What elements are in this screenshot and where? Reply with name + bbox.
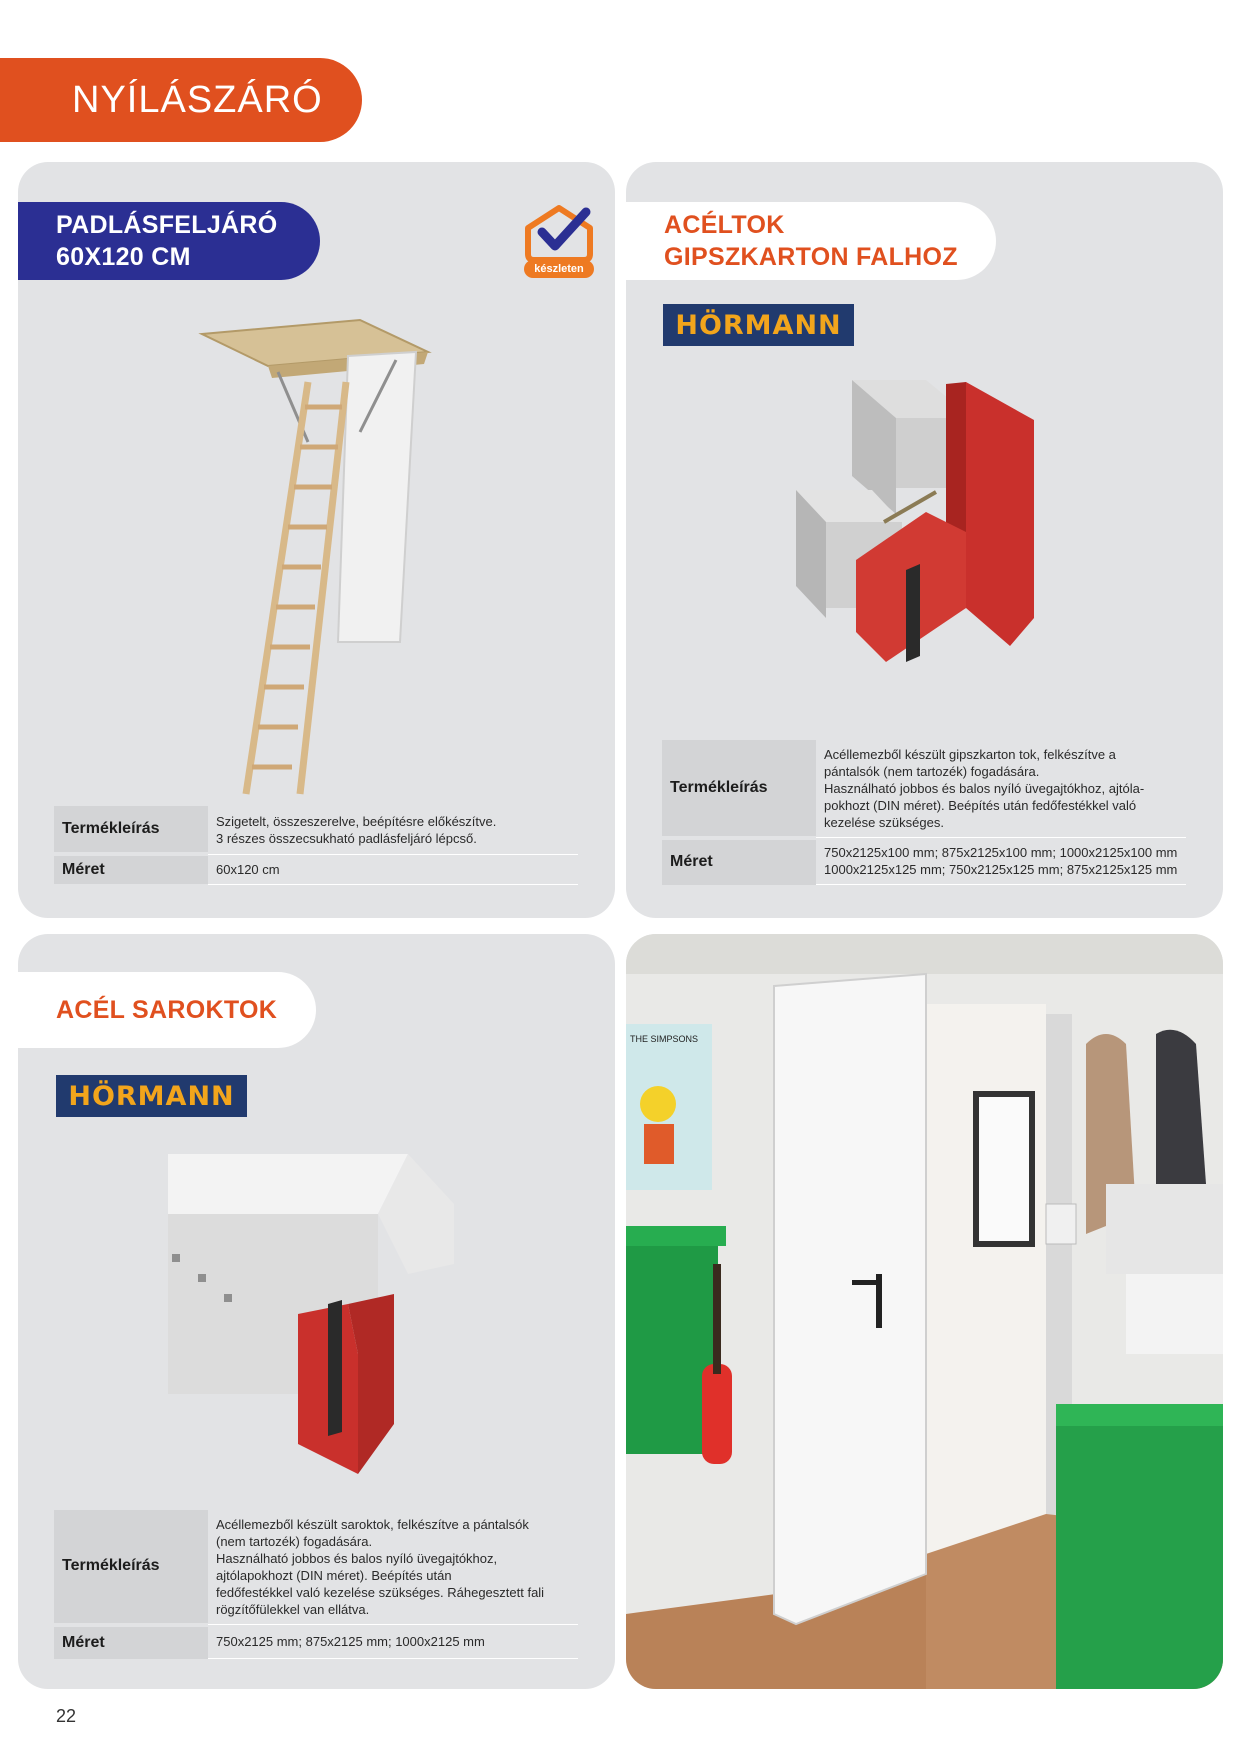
spec-label-description: Termékleírás	[54, 1510, 208, 1625]
product-title	[18, 202, 320, 280]
spec-value-size: 60x120 cm	[208, 854, 578, 884]
corner-frame-image	[168, 1154, 468, 1484]
checkmark-house-icon	[522, 204, 596, 264]
spec-label-size: Méret	[662, 838, 816, 885]
in-stock-label: készleten	[524, 260, 594, 278]
poster-text: THE SIMPSONS	[630, 1034, 699, 1044]
spec-value-size: 750x2125 mm; 875x2125 mm; 1000x2125 mm	[208, 1625, 578, 1659]
spec-value-size: 750x2125x100 mm; 875x2125x100 mm; 1000x2125x100 mm 1000x2125x125 mm; 750x2125x125 mm; 875x2125x125 mm	[816, 838, 1186, 885]
spec-label-description: Termékleírás	[54, 806, 208, 854]
product-title	[626, 202, 996, 280]
product-card-steel-frame	[626, 162, 1223, 918]
section-title-tab	[0, 58, 362, 142]
product-title-line2: 60X120 CM	[56, 243, 191, 271]
product-title-line1: ACÉLTOK	[664, 211, 785, 239]
spec-label-description: Termékleírás	[662, 740, 816, 838]
product-title	[18, 972, 316, 1048]
product-card-attic-ladder	[18, 162, 615, 918]
spec-label-size: Méret	[54, 1625, 208, 1659]
product-title-line2: GIPSZKARTON FALHOZ	[664, 243, 958, 271]
page-number: 22	[56, 1706, 77, 1726]
brand-name: HÖRMANN	[68, 1080, 235, 1112]
spec-label-size: Méret	[54, 854, 208, 884]
in-stock-badge	[522, 204, 596, 280]
product-title-line1: ACÉL SAROKTOK	[56, 996, 278, 1024]
hormann-logo	[663, 304, 854, 346]
steel-frame-image	[796, 372, 1056, 672]
product-title-line1: PADLÁSFELJÁRÓ	[56, 211, 278, 239]
room-with-door-photo	[626, 934, 1223, 1689]
section-title: NYÍLÁSZÁRÓ	[72, 78, 323, 121]
attic-ladder-image	[188, 312, 458, 802]
hormann-logo	[56, 1075, 247, 1117]
spec-table	[54, 1510, 578, 1659]
spec-value-description: Acéllemezből készült gipszkarton tok, felkészítve a pántalsók (nem tartozék) fogadására. Használható jobbos és balos nyíló üvegajtókhoz, ajtóla- pokhozt (DIN méret). Beépítés után fedőfestékkel való kezelése szükséges.	[816, 740, 1186, 838]
product-card-corner-frame	[18, 934, 615, 1689]
spec-table	[54, 806, 578, 885]
brand-name: HÖRMANN	[675, 309, 842, 341]
spec-value-description: Acéllemezből készült saroktok, felkészítve a pántalsók (nem tartozék) fogadására. Használható jobbos és balos nyíló üvegajtókhoz, ajtólapokhozt (DIN méret). Beépítés után fedőfestékkel való kezelése szükséges. Ráhegesztett fali rögzítőfülekkel van ellátva.	[208, 1510, 578, 1625]
spec-table	[662, 740, 1186, 885]
interior-door-photo	[626, 934, 1223, 1689]
spec-value-description: Szigetelt, összeszerelve, beépítésre előkészítve. 3 részes összecsukható padlásfeljáró lépcső.	[208, 806, 578, 854]
